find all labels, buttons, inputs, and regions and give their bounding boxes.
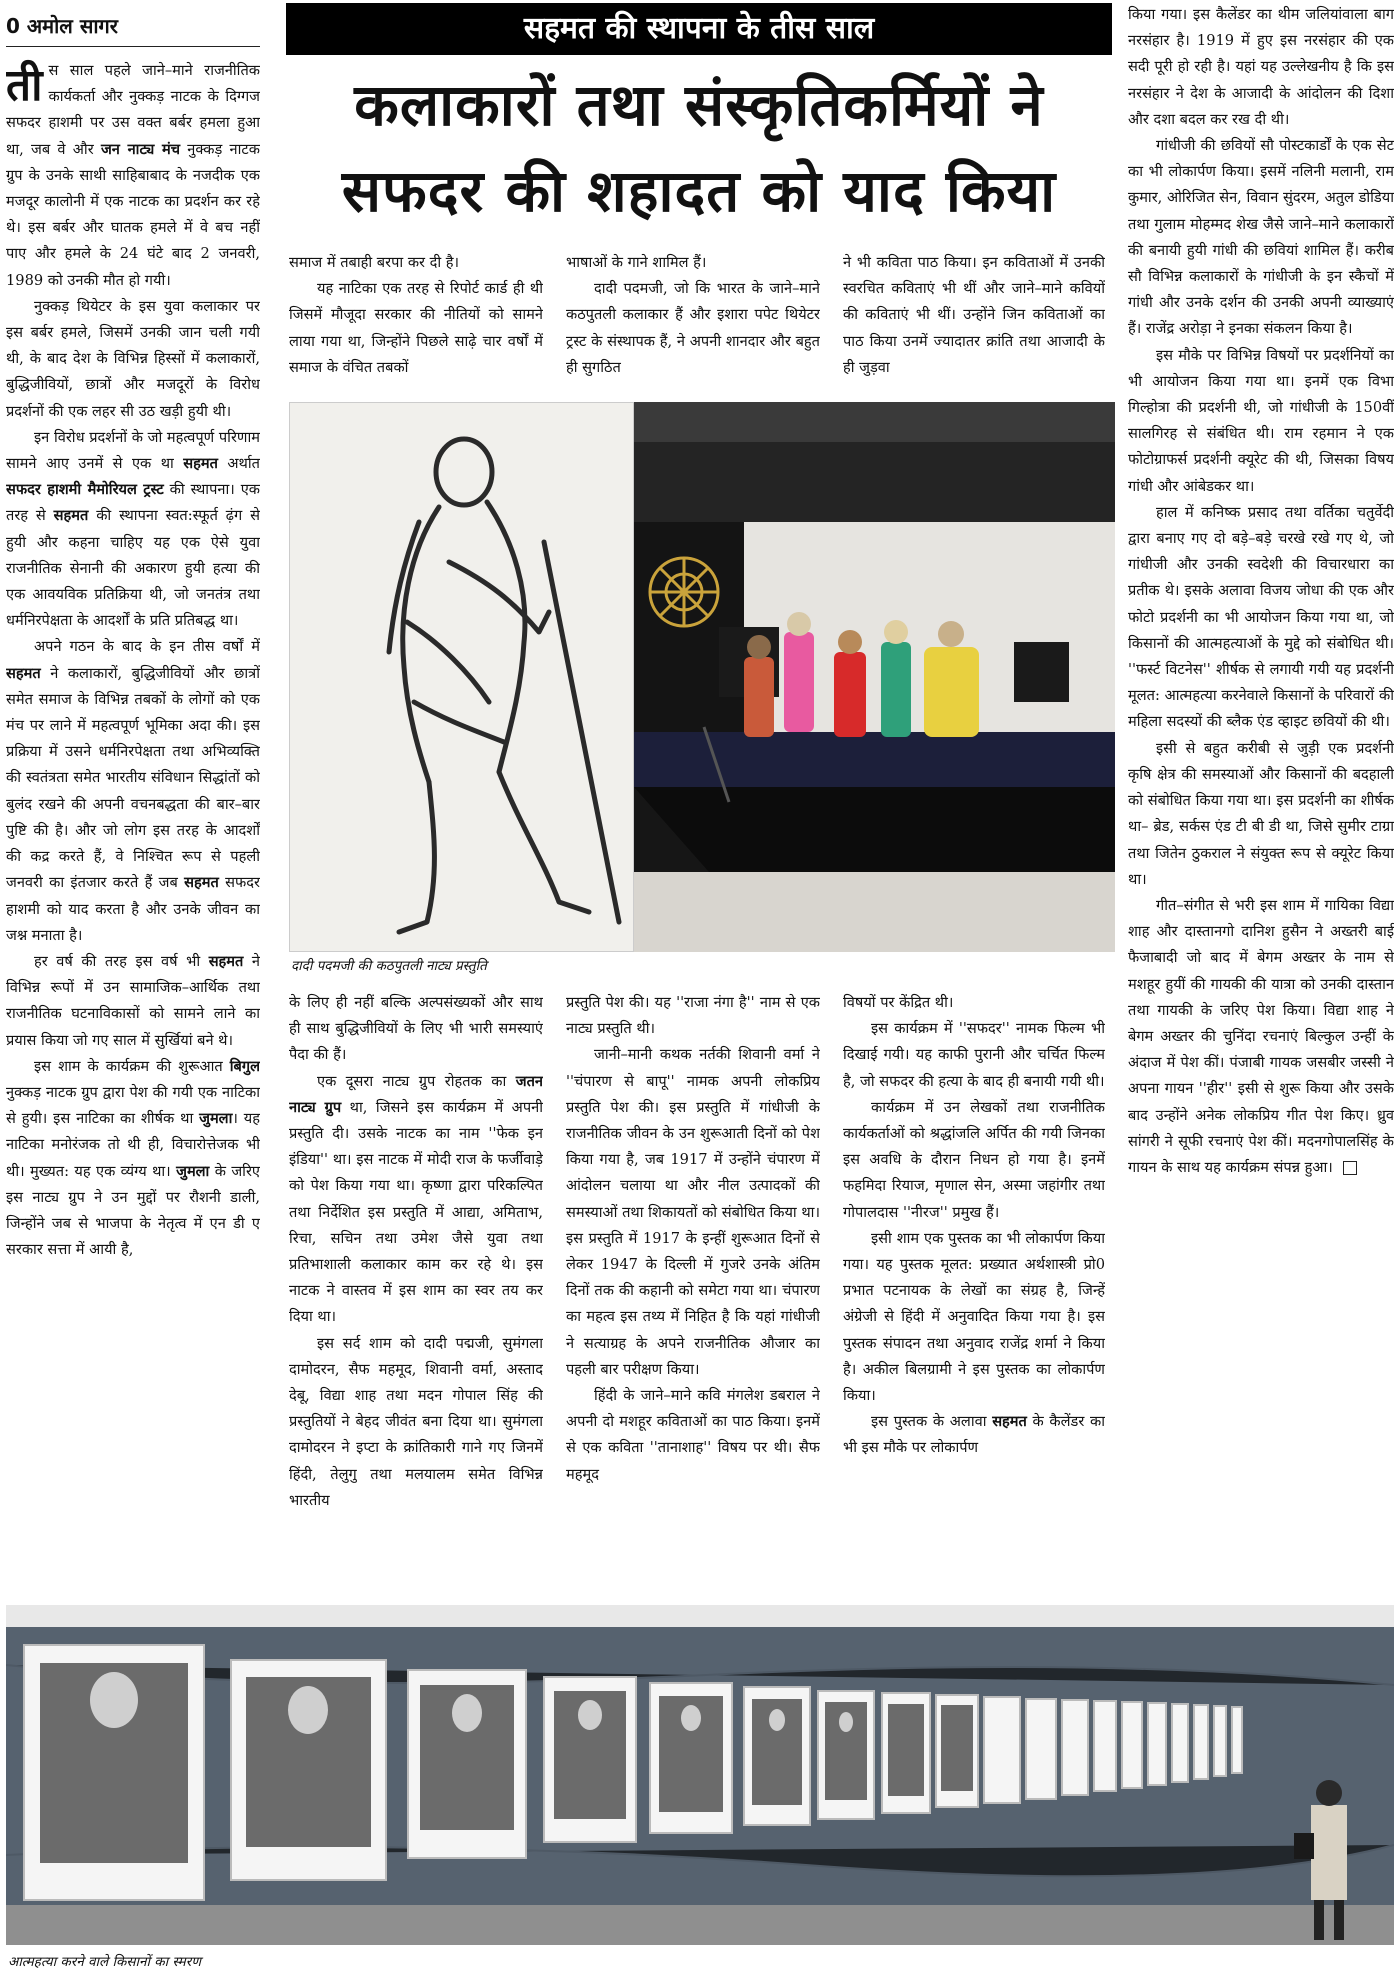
headline-line-1: कलाकारों तथा संस्कृतिकर्मियों ने	[354, 71, 1044, 139]
article-column-2-bottom: के लिए ही नहीं बल्कि अल्पसंख्यकों और साथ ही साथ बुद्धिजीवियों के लिए भी भारी समस्याएं पैदा की हैं। एक दूसरा नाट्य ग्रुप रोहतक का जतन नाट्य ग्रुप था, जिसने इस कार्यक्रम में अपनी प्रस्तुति दी। उसके नाटक का नाम ''फेक इन इंडिया'' था। इस नाटक में मोदी राज के फर्जीवाड़े को पेश किया गया था। कृष्णा द्वारा परिकल्पित तथा निर्देशित इस प्रस्तुति में आद्या, अमिताभ, रिचा, सचिन तथा उमेश जैसे युवा तथा प्रतिभाशाली कलाकार काम कर रहे थे। इस नाटक ने वास्तव में इस शाम का स्वर तय कर दिया था। इस सर्द शाम को दादी पद्मजी, सुमंगला दामोदरन, सैफ महमूद, शिवानी वर्मा, अस्ताद देबू, विद्या शाह तथा मदन गोपाल सिंह की प्रस्तुतियों ने बेहद जीवंत बना दिया था। सुमंगला दामोदरन ने इप्टा के क्रांतिकारी गाने गए जिनमें हिंदी, तेलुगु तथा मलयालम समेत विभिन्न भारतीय	[289, 994, 543, 1509]
article-column-4-bottom: विषयों पर केंद्रित थी। इस कार्यक्रम में ''सफदर'' नामक फिल्म भी दिखाई गयी। यह काफी पुरानी और चर्चित फिल्म है, जो सफदर की हत्या के बाद ही बनायी गयी थी। कार्यक्रम में उन लेखकों तथा राजनीतिक कार्यकर्ताओं को श्रद्धांजलि अर्पित की गयी जिनका इस अवधि के दौरान निधन हो गया है। इनमें फहमिदा रियाज, मृणाल सेन, अस्मा जहांगीर तथा गोपालदास ''नीरज'' प्रमुख हैं। इसी शाम एक पुस्तक का भी लोकार्पण किया गया। यह पुस्तक मूलत: प्रख्यात अर्थशास्त्री प्रो0 प्रभात पटनायक के लेखों का संग्रह है, जिन्हें अंग्रेजी से हिंदी में अनुवादित किया गया है। इस पुस्तक संपादन तथा अनुवाद राजेंद्र शर्मा ने किया है। अकील बिलग्रामी ने इस पुस्तक का लोकार्पण किया। इस पुस्तक के अलावा सहमत के कैलेंडर का भी इस मौके पर लोकार्पण	[843, 994, 1105, 1457]
article-column-2-top: समाज में तबाही बरपा कर दी है। यह नाटिका एक तरह से रिपोर्ट कार्ड ही थी जिसमें मौजूदा सरकार की नीतियों को सामने लाया गया था, जिन्होंने पिछले साढ़े चार वर्षों में समाज के वंचित तबकों	[289, 254, 543, 376]
article-column-3-top: भाषाओं के गाने शामिल हैं। दादी पदमजी, जो कि भारत के जाने–माने कठपुतली कलाकार हैं और इशारा पपेट थियेटर ट्रस्ट के संस्थापक हैं, ने अपनी शानदार और बहुत ही सुगठित	[566, 254, 820, 376]
drop-cap: ती	[6, 60, 43, 111]
puppet-show-photo	[289, 402, 1115, 952]
article-column-5: किया गया। इस कैलेंडर का थीम जलियांवाला बाग नरसंहार है। 1919 में हुए इस नरसंहार की एक सदी पूरी हो रही है। यहां यह उल्लेखनीय है कि इस नरसंहार ने देश के आजादी के आंदोलन की दिशा और दशा बदल कर रख दी थी। गांधीजी की छवियों सौ पोस्टकार्डों के एक सेट का भी लोकार्पण किया। इसमें नलिनी मलानी, राम कुमार, ओरिजित सेन, विवान सुंदरम, अतुल डोडिया तथा गुलाम मोहम्मद शेख जैसे जाने–माने कलाकारों की बनायी हुयी गांधी की छवियां शामिल हैं। करीब सौ विभिन्न कलाकारों के गांधीजी के इन स्कैचों में गांधी और उनके दर्शन की उनकी अपनी व्याख्याएं हैं। राजेंद्र अरोड़ा ने इनका संकलन किया है। इस मौके पर विभिन्न विषयों पर प्रदर्शनियों का भी आयोजन किया गया था। इनमें एक विभा गिल्होत्रा की प्रदर्शनी थी, जो गांधीजी के 150वीं सालगिरह से संबंधित थी। राम रहमान ने एक फोटोग्राफर्स प्रदर्शनी क्यूरेट की थी, जिसका विषय गांधी और आंबेडकर था। हाल में कनिष्क प्रसाद तथा वर्तिका चतुर्वेदी द्वारा बनाए गए दो बड़े–बड़े चरखे रखे गए थे, जो गांधीजी और उनकी स्वदेशी की विचारधारा का प्रतीक थे। इसके अलावा विजय जोधा की एक और फोटो प्रदर्शनी का भी आयोजन किया गया था, जो किसानों की आत्महत्याओं के मुद्दे को संबोधित थी। ''फर्स्ट विटनेस'' शीर्षक से लगायी गयी यह प्रदर्शनी मूलत: आत्महत्या करनेवाले किसानों के परिवारों की महिला सदस्यों की ब्लैक एंड व्हाइट छवियों की थी। इसी से बहुत करीबी से जुड़ी एक प्रदर्शनी कृषि क्षेत्र की समस्याओं और किसानों की बदहाली को संबोधित किया गया था। इस प्रदर्शनी का शीर्षक था– ब्रेड, सर्कस एंड टी बी डी था, जिसे सुमीर टाग्रा तथा जितेन ठुकराल ने संयुक्त रूप से क्यूरेट किया था। गीत–संगीत से भरी इस शाम में गायिका विद्या शाह और दास्तानगो दानिश हुसैन ने अख्तरी बाई फैजाबादी जो बाद में बेगम अख्तर के नाम से मशहूर हुयीं की गायकी की यात्रा को उनकी दास्तान तथा गायकी के जरिए पेश किया। विद्या शाह ने बेगम अख्तर की चुनिंदा रचनाएं बिल्कुल उन्हीं के अंदाज में पेश कीं। पंजाबी गायक जसबीर जस्सी ने अपना गायन ''हीर'' इसी से शुरू किया और उसके बाद उन्होंने अनेक लोकप्रिय गीत पेश किए। ध्रुव सांगरी ने सूफी रचनाएं पेश कीं। मदनगोपालसिंह के गायन के साथ यह कार्यक्रम संपन्न हुआ।	[1128, 6, 1394, 1176]
farmers-exhibition-photo	[6, 1605, 1394, 1945]
section-banner: सहमत की स्थापना के तीस साल	[286, 3, 1112, 55]
byline: 0 अमोल सागर	[6, 6, 260, 47]
article-column-3-bottom: प्रस्तुति पेश की। यह ''राजा नंगा है'' नाम से एक नाट्य प्रस्तुति थी। जानी–मानी कथक नर्तकी शिवानी वर्मा ने ''चंपारण से बापू'' नामक अपनी लोकप्रिय प्रस्तुति पेश की। इस प्रस्तुति में गांधीजी के राजनीतिक जीवन के उन शुरूआती दिनों को पेश किया गया है, जब 1917 में उन्होंने चंपारण में आंदोलन चलाया था और नील उत्पादकों की समस्याओं तथा शिकायतों को संबोधित किया था। इस प्रस्तुति में 1917 के इन्हीं शुरूआत दिनों से लेकर 1947 के दिल्ली में गुजरे उनके अंतिम दिनों तक की कहानी को समेटा गया था। चंपारण का महत्व इस तथ्य में निहित है कि यहां गांधीजी ने सत्याग्रह के अपने राजनीतिक औजार का पहली बार परीक्षण किया। हिंदी के जाने–माने कवि मंगलेश डबराल ने अपनी दो मशहूर कविताओं का पाठ किया। इनमें से एक कविता ''तानाशाह'' विषय पर थी। सैफ महमूद	[566, 994, 820, 1483]
end-mark	[1343, 1161, 1357, 1175]
photo-top-caption: दादी पदमजी की कठपुतली नाट्य प्रस्तुति	[291, 958, 487, 974]
article-column-1: तीस साल पहले जाने–माने राजनीतिक कार्यकर्ता और नुक्कड़ नाटक के दिग्गज सफदर हाशमी पर उस वक्त बर्बर हमला हुआ था, जब वे और जन नाट्य मंच नुक्कड़ नाटक ग्रुप के उनके साथी साहिबाबाद के नजदीक एक मजदूर कालोनी में एक नाटक का प्रदर्शन कर रहे थे। इस बर्बर और घातक हमले में वे बच नहीं पाए और हमले के 24 घंटे बाद 2 जनवरी, 1989 को उनकी मौत हो गयी। नुक्कड़ थियेटर के इस युवा कलाकार पर इस बर्बर हमले, जिसमें उनकी जान चली गयी थी, के बाद देश के विभिन्न हिस्सों में कलाकारों, बुद्धिजीवियों, छात्रों और मजदूरों के विरोध प्रदर्शनों की एक लहर सी उठ खड़ी हुयी थी। इन विरोध प्रदर्शनों के जो महत्वपूर्ण परिणाम सामने आए उनमें से एक था सहमत अर्थात सफदर हाशमी मैमोरियल ट्रस्ट की स्थापना। एक तरह से सहमत की स्थापना स्वत:स्फूर्त ढ़ंग से हुयी और कहना चाहिए यह एक ऐसे युवा राजनीतिक सेनानी की अकारण हुयी हत्या की एक आवयविक प्रतिक्रिया थी, जो जनतंत्र तथा धर्मनिरपेक्षता के आदर्शों के प्रति प्रतिबद्ध था। अपने गठन के बाद के इन तीस वर्षों में सहमत ने कलाकारों, बुद्धिजीवियों और छात्रों समेत समाज के विभिन्न तबकों के लोगों को एक मंच पर लाने में महत्वपूर्ण भूमिका अदा की। इस प्रक्रिया में उसने धर्मनिरपेक्षता तथा अभिव्यक्ति की स्वतंत्रता समेत भारतीय संविधान सिद्धांतों को बुलंद रखने की अपनी वचनबद्धता की बार–बार पुष्टि की है। और जो लोग इस तरह के आदर्शों की कद्र करते हैं, वे निश्चित रूप से पहली जनवरी का इंतजार करते हैं जब सहमत सफदर हाशमी को याद करता है और उनके जीवन का जश्न मनाता है। हर वर्ष की तरह इस वर्ष भी सहमत ने विभिन्न रूपों में उन सामाजिक–आर्थिक तथा राजनीतिक घटनाविकासों को सामने लाने का प्रयास किया जो गए साल में सुर्खियां बने थे। इस शाम के कार्यक्रम की शुरूआत बिगुल नुक्कड़ नाटक ग्रुप द्वारा पेश की गयी एक नाटिका से हुयी। इस नाटिका का शीर्षक था जुमला। यह नाटिका मनोरंजक तो थी ही, विचारोत्तेजक भी थी। मुख्यत: यह एक व्यंग्य था। जुमला के जरिए इस नाट्य ग्रुप ने उन मुद्दों पर रौशनी डाली, जिन्होंने जब से भाजपा के नेतृत्व में एन डी ए सरकार सत्ता में आयी है,	[6, 60, 260, 1259]
article-column-4-top: ने भी कविता पाठ किया। इन कविताओं में उनकी स्वरचित कविताएं भी थीं और जाने–माने कवियों की कविताएं भी थीं। उन्होंने जिन कविताओं का पाठ किया उनमें ज्यादातर क्रांति तथा आजादी के ही जुड़वा	[843, 254, 1105, 376]
headline-line-2: सफदर की शहादत को याद किया	[341, 157, 1057, 225]
headline	[286, 62, 1112, 234]
photo-bottom-caption: आत्महत्या करने वाले किसानों का स्मरण	[8, 1954, 202, 1970]
